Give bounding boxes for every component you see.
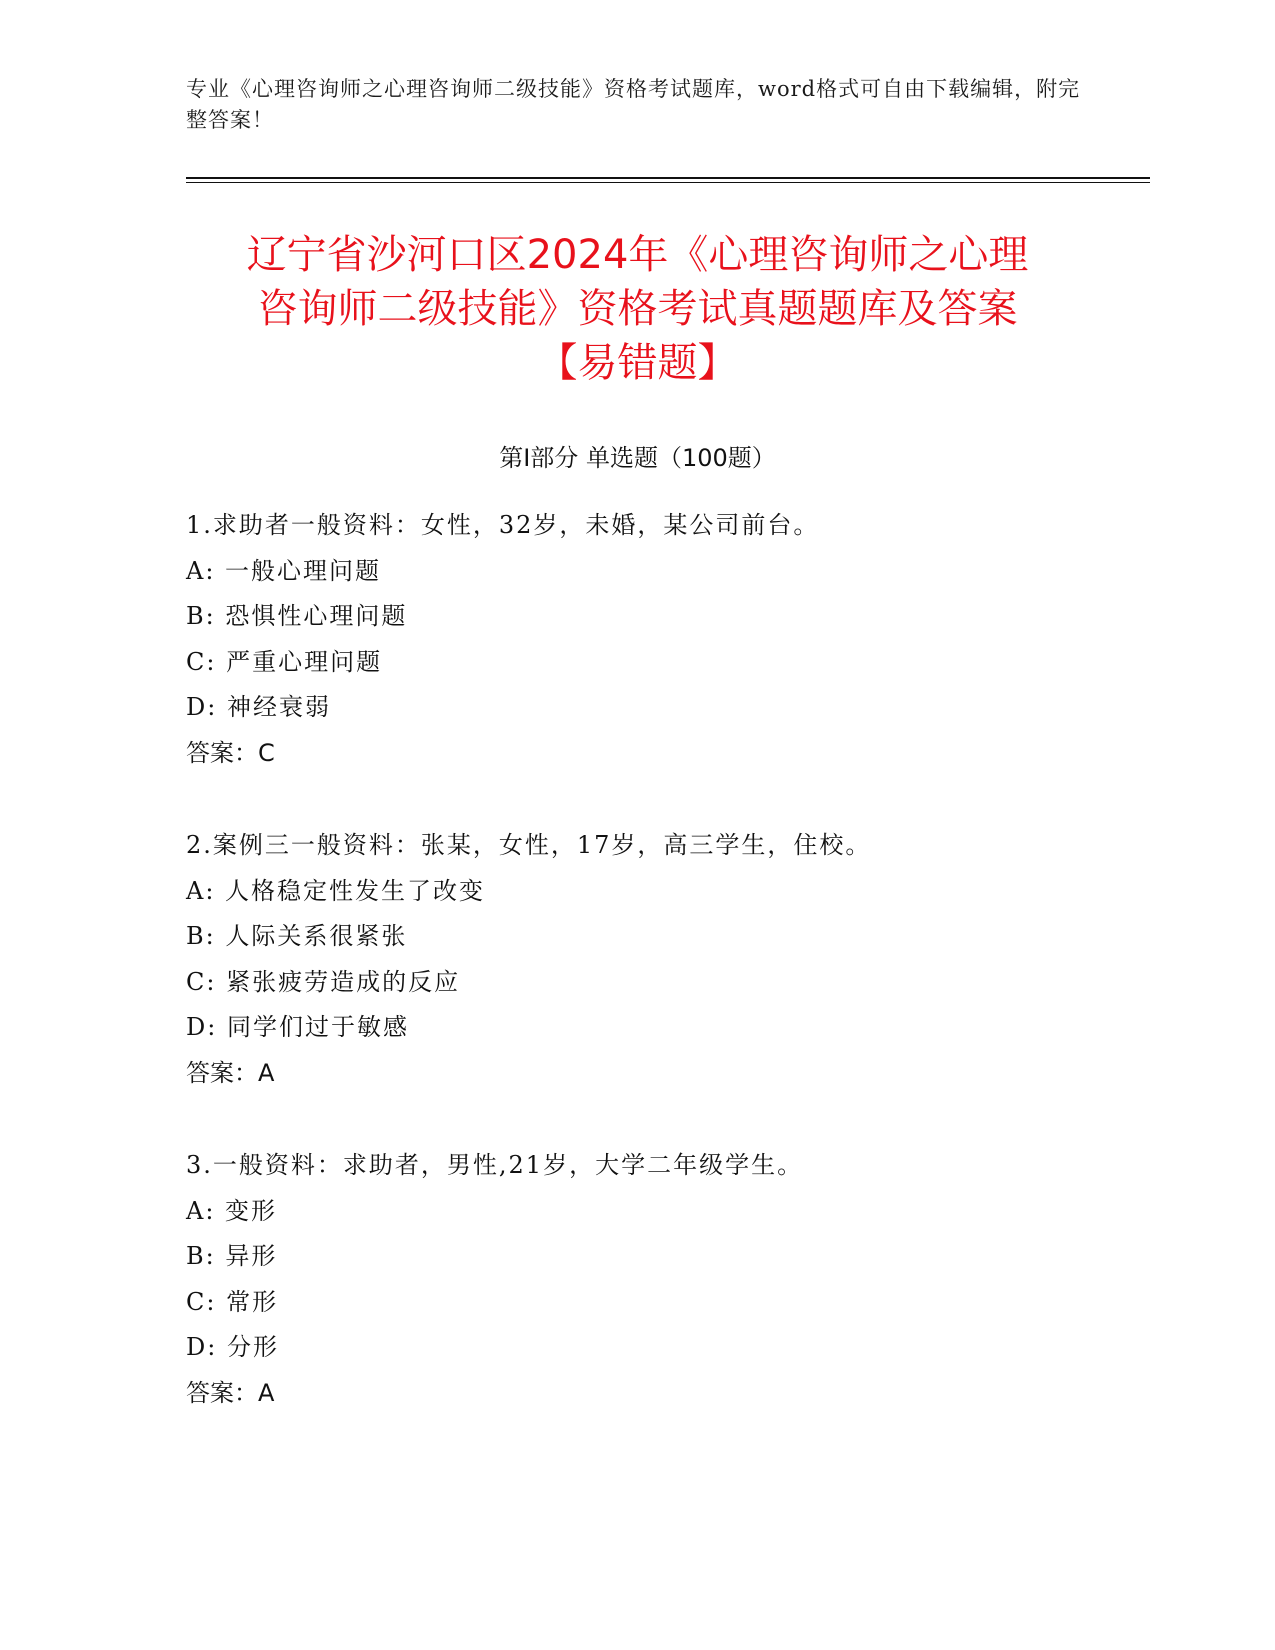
title-line-2: 咨询师二级技能》资格考试真题题库及答案: [257, 286, 1018, 332]
option-d: D: 神经衰弱: [186, 693, 331, 722]
question-stem: 2.案例三一般资料：张某，女性，17岁，高三学生，住校。: [186, 831, 872, 859]
option-d: D: 分形: [186, 1333, 279, 1362]
question-1: [186, 503, 1146, 777]
option-b: B: 异形: [186, 1242, 278, 1271]
option-a: A: 一般心理问题: [186, 556, 382, 585]
answer-line: 答案：C: [186, 738, 275, 767]
option-d: D: 同学们过于敏感: [186, 1013, 409, 1042]
answer-line: 答案：A: [186, 1058, 275, 1087]
question-stem: 3.一般资料：求助者，男性,21岁，大学二年级学生。: [186, 1151, 804, 1179]
document-title: [140, 228, 1135, 390]
header-divider-thin: [186, 182, 1150, 183]
title-line-1: 辽宁省沙河口区2024年《心理咨询师之心理: [246, 232, 1029, 278]
header-note: 专业《心理咨询师之心理咨询师二级技能》资格考试题库，word格式可自由下载编辑，附完整答案！: [186, 77, 1081, 132]
question-3: [186, 1143, 1146, 1417]
option-c: C: 严重心理问题: [186, 647, 383, 676]
option-c: C: 紧张疲劳造成的反应: [186, 967, 461, 996]
option-a: A: 变形: [186, 1196, 278, 1225]
answer-line: 答案：A: [186, 1378, 275, 1407]
section-heading: 第Ⅰ部分 单选题（100题）: [499, 444, 776, 472]
header-divider-thick: [186, 177, 1150, 179]
title-line-3: 【易错题】: [537, 340, 738, 386]
option-b: B: 人际关系很紧张: [186, 922, 408, 951]
option-a: A: 人格稳定性发生了改变: [186, 876, 486, 905]
question-stem: 1.求助者一般资料：女性，32岁，未婚，某公司前台。: [186, 511, 820, 539]
question-2: [186, 823, 1146, 1097]
option-b: B: 恐惧性心理问题: [186, 602, 408, 631]
option-c: C: 常形: [186, 1287, 279, 1316]
